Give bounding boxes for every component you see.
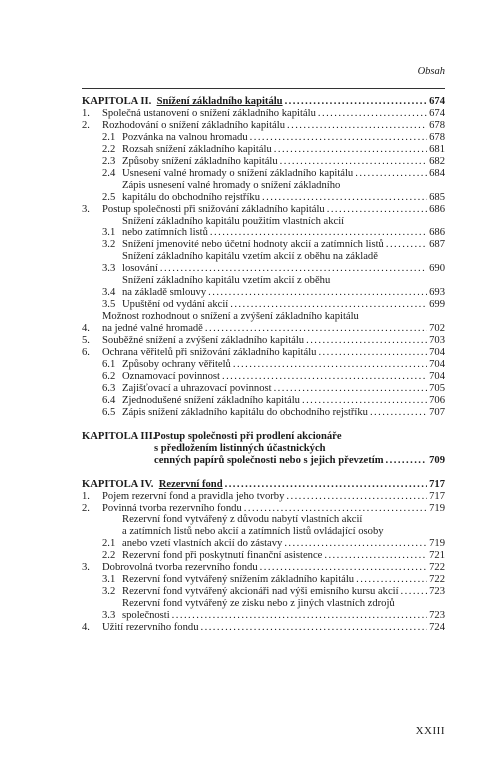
- toc-entry: [82, 168, 445, 180]
- toc-entry: [82, 275, 445, 299]
- entry-text: a zatímních listů nebo akcií a zatímních listů ovládající osoby: [122, 526, 384, 538]
- entry-text: Možnost rozhodnout o snížení a zvýšení základního kapitálu: [102, 311, 359, 323]
- entry-page: 721: [429, 550, 445, 562]
- chapter-page: 674: [429, 96, 445, 107]
- entry-text: na základě smlouvy: [122, 287, 207, 299]
- entry-page: 674: [429, 107, 445, 119]
- entry-page: 693: [429, 287, 445, 299]
- entry-number: 1.: [82, 490, 90, 502]
- table-of-contents: [82, 96, 445, 634]
- leader-dots: [210, 227, 427, 239]
- chapter-page: 717: [429, 478, 445, 490]
- entry-number: 3.4: [102, 287, 116, 299]
- toc-entry: [82, 371, 445, 383]
- chapter-page: 709: [429, 454, 445, 466]
- entry-number: 2.2: [102, 550, 116, 562]
- entry-number: 1.: [82, 107, 90, 119]
- entry-page: 722: [429, 574, 445, 586]
- entry-number: 3.2: [102, 239, 116, 251]
- entry-page: 723: [429, 610, 445, 622]
- entry-number: 6.3: [102, 382, 116, 394]
- leader-dots: [172, 610, 427, 622]
- chapter-label: KAPITOLA IV.: [82, 478, 154, 490]
- chapter-entries: [82, 108, 445, 419]
- entry-number: 5.: [82, 335, 90, 347]
- entry-page: 724: [429, 622, 445, 634]
- leader-dots: [274, 144, 427, 156]
- toc-entry: [82, 407, 445, 419]
- toc-entry: [82, 395, 445, 407]
- entry-page: 702: [429, 323, 445, 335]
- entry-text: Způsoby snížení základního kapitálu: [122, 155, 278, 167]
- chapter-label: KAPITOLA III.: [82, 430, 156, 442]
- entry-text: Užití rezervního fondu: [102, 622, 199, 634]
- entry-page: 717: [429, 490, 445, 502]
- entry-text: Snížení základního kapitálu vzetím akcií z oběhu: [122, 275, 331, 287]
- entry-number: 2.4: [102, 167, 116, 179]
- entry-number: 2.2: [102, 143, 116, 155]
- chapter-title-line: Postup společnosti při prodlení akcionáře: [154, 430, 342, 442]
- entry-page: 707: [429, 406, 445, 418]
- entry-text: Rezervní fond vytvářený akcionáři nad výši emisního kursu akcií: [122, 586, 399, 598]
- entry-number: 2.1: [102, 131, 116, 143]
- entry-page: 687: [429, 239, 445, 251]
- toc-entry: [82, 347, 445, 359]
- entry-text: Snížení základního kapitálu vzetím akcií z oběhu na základě: [122, 251, 378, 263]
- entry-number: 2.: [82, 119, 90, 131]
- entry-number: 3.1: [102, 574, 116, 586]
- leader-dots: [318, 108, 427, 120]
- toc-entry: [82, 204, 445, 216]
- toc-entry: [82, 550, 445, 562]
- chapter-title: Rezervní fond: [158, 478, 223, 490]
- running-header: Obsah: [417, 66, 445, 77]
- entry-page: 704: [429, 358, 445, 370]
- entry-page: 684: [429, 167, 445, 179]
- leader-dots: [285, 96, 428, 108]
- toc-entry: [82, 491, 445, 503]
- leader-dots: [324, 550, 427, 562]
- entry-number: 6.5: [102, 406, 116, 418]
- entry-page: 699: [429, 299, 445, 311]
- entry-page: 681: [429, 143, 445, 155]
- toc-entry: [82, 156, 445, 168]
- chapter-entries: [82, 491, 445, 634]
- leader-dots: [327, 204, 427, 216]
- toc-entry: [82, 622, 445, 634]
- entry-text: na jedné valné hromadě: [102, 323, 203, 335]
- toc-entry: [82, 598, 445, 622]
- leader-dots: [280, 156, 427, 168]
- entry-page: 686: [429, 227, 445, 239]
- entry-text: nebo zatímních listů: [122, 227, 208, 239]
- entry-page: 682: [429, 155, 445, 167]
- entry-number: 6.: [82, 347, 90, 359]
- entry-text: Upuštění od vydání akcií: [122, 299, 229, 311]
- entry-text: Povinná tvorba rezervního fondu: [102, 502, 242, 514]
- leader-dots: [286, 491, 427, 503]
- entry-number: 6.4: [102, 394, 116, 406]
- toc-entry: [82, 120, 445, 132]
- toc-entry: [82, 216, 445, 240]
- leader-dots: [318, 347, 427, 359]
- entry-page: 678: [429, 119, 445, 131]
- toc-entry: [82, 251, 445, 275]
- entry-text: Usnesení valné hromady o snížení základního kapitálu: [122, 167, 354, 179]
- entry-text: společnosti: [122, 610, 170, 622]
- entry-number: 6.1: [102, 358, 116, 370]
- entry-number: 2.5: [102, 191, 116, 203]
- entry-page: 678: [429, 131, 445, 143]
- toc-entry: [82, 180, 445, 204]
- entry-text: anebo vzetí vlastních akcií do zástavy: [122, 538, 283, 550]
- toc-entry: [82, 359, 445, 371]
- leader-dots: [386, 455, 428, 467]
- leader-dots: [370, 407, 427, 419]
- leader-dots: [233, 359, 427, 371]
- entry-text: Způsoby ochrany věřitelů: [122, 358, 231, 370]
- toc-entry: [82, 383, 445, 395]
- entry-text: Zápis usnesení valné hromady o snížení základního: [122, 179, 341, 191]
- leader-dots: [302, 395, 427, 407]
- toc-entry: [82, 586, 445, 598]
- entry-number: 3.1: [102, 227, 116, 239]
- entry-page: 703: [429, 335, 445, 347]
- toc-entry: [82, 514, 445, 550]
- entry-text: Rezervní fond vytvářený ze zisku nebo z jiných vlastních zdrojů: [122, 598, 395, 610]
- toc-entry: [82, 335, 445, 347]
- entry-text: Zjednodušené snížení základního kapitálu: [122, 394, 300, 406]
- entry-number: 2.1: [102, 538, 116, 550]
- leader-dots: [250, 132, 427, 144]
- entry-text: Pozvánka na valnou hromadu: [122, 131, 248, 143]
- entry-page: 685: [429, 191, 445, 203]
- entry-number: 4.: [82, 622, 90, 634]
- leader-dots: [262, 192, 427, 204]
- entry-text: Rozsah snížení základního kapitálu: [122, 143, 272, 155]
- leader-dots: [201, 622, 428, 634]
- toc-entry: [82, 299, 445, 311]
- toc-entry: [82, 239, 445, 251]
- entry-page: 719: [429, 538, 445, 550]
- entry-text: Souběžné snížení a zvýšení základního kapitálu: [102, 335, 305, 347]
- leader-dots: [356, 574, 427, 586]
- entry-text: Ochrana věřitelů při snižování základního kapitálu: [102, 347, 317, 359]
- entry-text: Dobrovolná tvorba rezervního fondu: [102, 562, 258, 574]
- chapter-heading: [82, 479, 445, 491]
- entry-page: 706: [429, 394, 445, 406]
- leader-dots: [274, 383, 428, 395]
- toc-entry: [82, 144, 445, 156]
- chapter-label: KAPITOLA II.: [82, 96, 152, 107]
- entry-text: Rozhodování o snížení základního kapitálu: [102, 119, 285, 131]
- entry-text: Postup společnosti při snižování základního kapitálu: [102, 203, 325, 215]
- entry-number: 3.: [82, 203, 90, 215]
- entry-number: 2.: [82, 502, 90, 514]
- page-number: XXIII: [415, 725, 445, 737]
- header-rule: [82, 88, 445, 89]
- leader-dots: [225, 479, 428, 491]
- entry-text: Rezervní fond vytvářený snížením základního kapitálu: [122, 574, 355, 586]
- chapter-heading: [82, 96, 445, 108]
- entry-text: Snížení základního kapitálu použitím vlastních akcií: [122, 215, 345, 227]
- entry-page: 722: [429, 562, 445, 574]
- entry-number: 3.2: [102, 586, 116, 598]
- leader-dots: [260, 562, 427, 574]
- leader-dots: [208, 287, 427, 299]
- leader-dots: [306, 335, 427, 347]
- entry-text: Zajišťovací a uhrazovací povinnost: [122, 382, 272, 394]
- entry-text: kapitálu do obchodního rejstříku: [122, 191, 260, 203]
- entry-number: 4.: [82, 323, 90, 335]
- entry-page: 704: [429, 347, 445, 359]
- toc-entry: [82, 503, 445, 515]
- chapter-title-line: cenných papírů společnosti nebo s jejich převzetím: [154, 454, 384, 466]
- chapter-title: Snížení základního kapitálu: [156, 96, 283, 107]
- entry-number: 3.: [82, 562, 90, 574]
- leader-dots: [160, 263, 427, 275]
- toc-entry: [82, 132, 445, 144]
- leader-dots: [401, 586, 428, 598]
- leader-dots: [222, 371, 427, 383]
- entry-number: 3.5: [102, 299, 116, 311]
- entry-page: 704: [429, 370, 445, 382]
- leader-dots: [386, 239, 427, 251]
- entry-text: Oznamovací povinnost: [122, 370, 220, 382]
- entry-text: Pojem rezervní fond a pravidla jeho tvorby: [102, 490, 285, 502]
- entry-page: 719: [429, 502, 445, 514]
- entry-number: 6.2: [102, 370, 116, 382]
- leader-dots: [355, 168, 427, 180]
- toc-entry: [82, 574, 445, 586]
- toc-entry: [82, 562, 445, 574]
- entry-text: Zápis snížení základního kapitálu do obchodního rejstříku: [122, 406, 368, 418]
- leader-dots: [287, 120, 427, 132]
- entry-number: 3.3: [102, 263, 116, 275]
- toc-entry: [82, 311, 445, 335]
- chapter-heading: [82, 431, 445, 467]
- entry-text: losování: [122, 263, 158, 275]
- entry-page: 723: [429, 586, 445, 598]
- entry-text: Rezervní fond při poskytnutí finanční asistence: [122, 550, 323, 562]
- entry-page: 690: [429, 263, 445, 275]
- entry-page: 705: [429, 382, 445, 394]
- entry-text: Snížení jmenovité nebo účetní hodnoty akcií a zatímních listů: [122, 239, 384, 251]
- chapter-title-line: s předložením listinných účastnických: [154, 442, 326, 454]
- entry-number: 3.3: [102, 610, 116, 622]
- entry-text: Rezervní fond vytvářený z důvodu nabytí vlastních akcií: [122, 514, 363, 526]
- leader-dots: [230, 299, 427, 311]
- entry-text: Společná ustanovení o snížení základního kapitálu: [102, 107, 316, 119]
- leader-dots: [284, 538, 427, 550]
- leader-dots: [244, 503, 427, 515]
- leader-dots: [205, 323, 427, 335]
- toc-entry: [82, 108, 445, 120]
- entry-page: 686: [429, 203, 445, 215]
- entry-number: 2.3: [102, 155, 116, 167]
